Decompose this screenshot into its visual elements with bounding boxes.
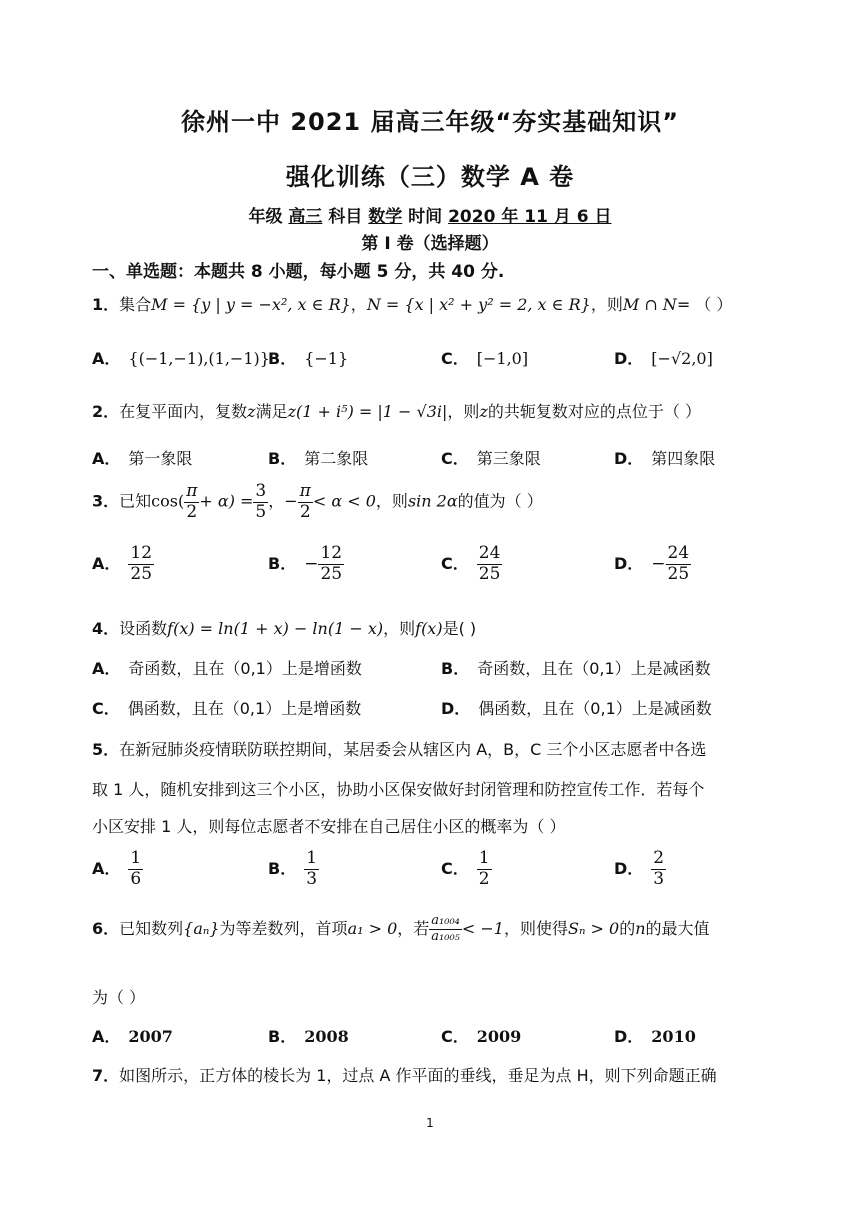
time-value: 2020 年 11 月 6 日 [448, 207, 612, 227]
question-number: 5． [92, 740, 120, 759]
option-d [614, 1024, 696, 1047]
exam-title-line1: 徐州一中 2021 届高三年级“夯实基础知识” [180, 108, 680, 136]
fraction [318, 544, 344, 584]
question-4 [92, 616, 476, 639]
option-a [92, 544, 154, 584]
formula: < −1 [461, 918, 504, 938]
option-label: A． [92, 553, 121, 573]
option-text: 2009 [476, 1027, 522, 1046]
formula: cos( [151, 491, 185, 511]
question-text: 为等差数列，首项 [219, 918, 348, 938]
option-label: D． [614, 553, 644, 573]
formula: z [247, 402, 256, 421]
volume-title: 第 I 卷（选择题） [361, 234, 499, 254]
formula: a₁ > 0 [347, 918, 398, 938]
fraction-numerator: 3 [255, 481, 267, 501]
option-text: 奇函数，且在（0,1）上是减函数 [477, 659, 711, 678]
fraction-denominator: 25 [320, 563, 343, 584]
question-text: 已知数列 [119, 918, 184, 938]
formula: < α < 0 [312, 491, 376, 511]
option-text: [−1,0] [476, 349, 529, 368]
option-text: 2007 [128, 1027, 173, 1046]
subject-value: 数学 [368, 207, 403, 227]
option-label: A． [92, 858, 121, 878]
fraction [184, 482, 199, 522]
question-text: ，则使得 [503, 918, 568, 938]
fraction-numerator: 12 [320, 543, 343, 563]
question-text: = （ ） [676, 295, 733, 314]
formula: M = {y | y = −x², x ∈ R} [151, 295, 351, 314]
fraction-numerator: 24 [667, 543, 690, 563]
fraction [128, 544, 154, 584]
fraction-denominator: 25 [130, 563, 153, 584]
option-c [92, 696, 361, 719]
fraction-denominator: a₁₀₀₅ [431, 928, 460, 944]
question-5-line3: 小区安排 1 人，则每位志愿者不安排在自己居住小区的概率为（ ） [92, 817, 566, 836]
question-text: ，则 [447, 402, 480, 421]
formula: N = {x | x² + y² = 2, x ∈ R} [366, 295, 591, 314]
option-d [614, 346, 713, 369]
fraction-denominator: 2 [299, 501, 311, 522]
option-label: A． [92, 1027, 121, 1046]
fraction [429, 914, 462, 945]
option-label: A． [92, 349, 121, 368]
fraction [304, 849, 319, 889]
fraction-denominator: 25 [667, 563, 690, 584]
question-text: 已知 [119, 491, 152, 511]
fraction [253, 482, 268, 522]
formula: f(x) = ln(1 + x) − ln(1 − x) [167, 619, 384, 638]
option-b [268, 1024, 349, 1047]
option-label: A． [92, 449, 121, 468]
option-b [441, 656, 711, 679]
question-text: 设函数 [119, 619, 168, 638]
formula: f(x) [415, 619, 443, 638]
formula: M ∩ N [622, 295, 677, 314]
question-text: 是( ) [442, 619, 477, 638]
option-a [92, 1024, 173, 1047]
option-text: 第二象限 [304, 449, 369, 468]
option-c [441, 446, 541, 469]
question-number: 7． [92, 1066, 120, 1085]
fraction [298, 482, 313, 522]
option-sign: − [304, 554, 319, 575]
question-2 [92, 399, 701, 422]
question-6-line2: 为（ ） [92, 988, 146, 1007]
formula: sin 2α [407, 491, 458, 511]
question-text: ，则 [590, 295, 623, 314]
option-c [441, 849, 492, 889]
option-label: D． [614, 858, 644, 878]
fraction-numerator: 2 [653, 848, 665, 868]
option-text: 2010 [651, 1027, 696, 1046]
option-b [268, 849, 319, 889]
fraction-denominator: 25 [478, 563, 501, 584]
option-label: B． [268, 1027, 297, 1046]
question-number: 1． [92, 295, 120, 314]
option-c [441, 1024, 521, 1047]
option-text: {(−1,−1),(1,−1)} [128, 349, 270, 368]
option-label: B． [268, 349, 297, 368]
fraction-numerator: 24 [478, 543, 501, 563]
option-d [441, 696, 712, 719]
option-b [268, 346, 348, 369]
option-text: 第一象限 [128, 449, 193, 468]
option-label: B． [268, 858, 297, 878]
option-text: {−1} [304, 349, 349, 368]
formula: z(1 + i⁵) = |1 − √3i| [287, 402, 448, 421]
option-d [614, 446, 715, 469]
option-c [441, 346, 528, 369]
option-label: D． [614, 449, 644, 468]
option-label: C． [441, 858, 469, 878]
fraction [477, 544, 503, 584]
option-text: 偶函数，且在（0,1）上是减函数 [478, 699, 712, 718]
option-label: B． [268, 553, 297, 573]
question-number: 4． [92, 619, 120, 638]
option-label: C． [441, 553, 469, 573]
question-1 [92, 292, 732, 315]
option-d [614, 849, 666, 889]
question-5-line2: 取 1 人，随机安排到这三个小区，协助小区保安做好封闭管理和防控宣传工作．若每个 [92, 780, 705, 799]
fraction-denominator: 2 [186, 501, 198, 522]
question-text: 的最大值 [645, 918, 710, 938]
fraction-denominator: 3 [306, 868, 318, 889]
option-text: 第三象限 [476, 449, 541, 468]
option-label: C． [441, 449, 469, 468]
page-number: 1 [426, 1116, 434, 1130]
exam-title-line2: 强化训练（三）数学 A 卷 [285, 163, 575, 191]
question-text: ，则 [383, 619, 416, 638]
fraction [666, 544, 692, 584]
question-text: 在复平面内，复数 [119, 402, 248, 421]
fraction-numerator: 1 [130, 848, 142, 868]
grade-label: 年级 [248, 207, 283, 227]
option-label: C． [92, 699, 120, 718]
question-5 [92, 737, 706, 760]
option-a [92, 656, 362, 679]
fraction [477, 849, 492, 889]
grade-value: 高三 [288, 207, 323, 227]
fraction-numerator: π [299, 481, 311, 501]
question-number: 2． [92, 402, 120, 421]
question-text: ，则 [375, 491, 408, 511]
fraction-numerator: π [186, 481, 198, 501]
option-text: 2008 [304, 1027, 349, 1046]
question-text: 集合 [119, 295, 152, 314]
fraction-numerator: 1 [478, 848, 490, 868]
option-label: D． [614, 1027, 644, 1046]
exam-meta [0, 202, 860, 227]
option-text: 偶函数，且在（0,1）上是增函数 [127, 699, 362, 718]
section-heading: 一、单选题：本题共 8 小题，每小题 5 分，共 40 分. [92, 262, 505, 282]
option-a [92, 346, 270, 369]
formula: + α) = [199, 491, 254, 511]
option-label: D． [441, 699, 471, 718]
option-label: B． [268, 449, 297, 468]
question-text: ， [350, 295, 367, 314]
question-number: 6． [92, 918, 120, 938]
question-7 [92, 1063, 717, 1086]
formula: − [284, 491, 298, 511]
fraction-numerator: 12 [130, 543, 153, 563]
question-text: 满足 [255, 402, 288, 421]
question-text: 如图所示，正方体的棱长为 1，过点 A 作平面的垂线，垂足为点 H，则下列命题正确 [119, 1066, 717, 1085]
formula: {aₙ} [183, 918, 220, 938]
option-text: 第四象限 [651, 449, 716, 468]
option-label: D． [614, 349, 644, 368]
option-text: 奇函数，且在（0,1）上是增函数 [128, 659, 362, 678]
option-label: C． [441, 349, 469, 368]
fraction-denominator: 2 [478, 868, 490, 889]
question-6 [92, 914, 710, 945]
option-c [441, 544, 502, 584]
option-text: [−√2,0] [651, 349, 713, 368]
subject-label: 科目 [328, 207, 363, 227]
option-a [92, 446, 192, 469]
option-label: A． [92, 659, 121, 678]
option-label: C． [441, 1027, 469, 1046]
option-a [92, 849, 143, 889]
fraction-denominator: 3 [653, 868, 665, 889]
question-text: 的共轭复数对应的点位于（ ） [487, 402, 701, 421]
fraction-numerator: 1 [306, 848, 318, 868]
question-number: 3． [92, 491, 120, 511]
fraction [128, 849, 143, 889]
question-text: 的 [619, 918, 636, 938]
option-d [614, 544, 691, 584]
fraction-denominator: 6 [130, 868, 142, 889]
option-b [268, 446, 368, 469]
fraction [651, 849, 666, 889]
question-text: ，若 [397, 918, 430, 938]
question-3 [92, 482, 543, 522]
time-label: 时间 [408, 207, 443, 227]
question-text: ， [268, 491, 285, 511]
option-sign: − [651, 554, 666, 575]
question-text: 在新冠肺炎疫情联防联控期间，某居委会从辖区内 A，B，C 三个小区志愿者中各选 [119, 740, 707, 759]
formula: z [479, 402, 488, 421]
formula: n [635, 918, 646, 938]
fraction-denominator: 5 [255, 501, 267, 522]
fraction-numerator: a₁₀₀₄ [431, 913, 460, 928]
question-text: 的值为（ ） [457, 491, 543, 511]
option-b [268, 544, 344, 584]
option-label: B． [441, 659, 470, 678]
formula: Sₙ > 0 [568, 918, 620, 938]
